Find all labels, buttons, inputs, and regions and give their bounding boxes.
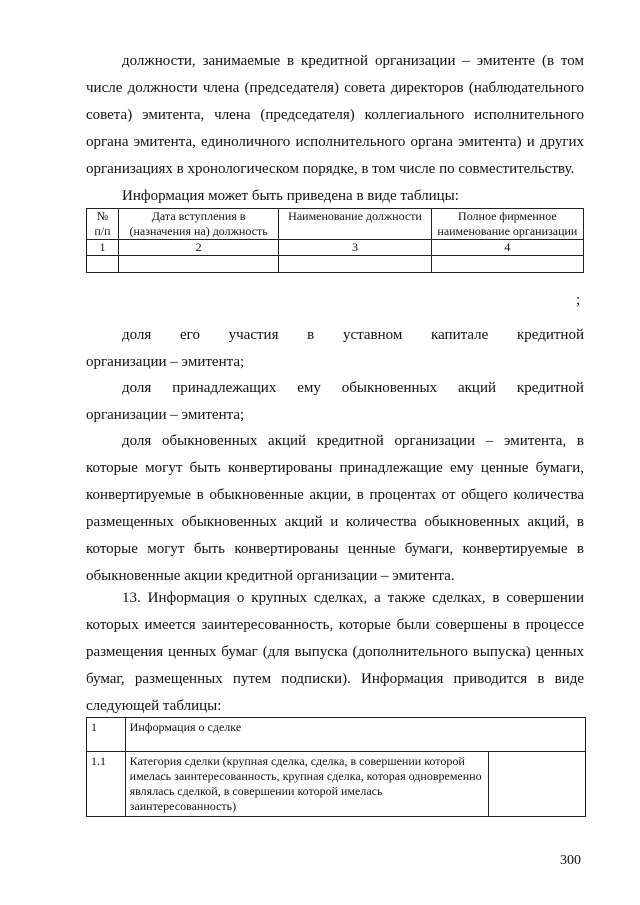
word: принадлежащих [172, 380, 277, 396]
positions-table [86, 208, 584, 273]
word: кредитной [516, 327, 584, 343]
header-organization: Полное фирменное наименование организации [431, 209, 583, 240]
empty-cell [118, 256, 278, 273]
empty-cell [431, 256, 583, 273]
column-number: 1 [87, 240, 119, 256]
text-line: совета) эмитента, члена (председателя) коллегиального исполнительного [86, 107, 584, 123]
text-line: обыкновенные акции кредитной организации – эмитента. [86, 568, 455, 584]
text-line: организациях в хронологическом порядке, в том числе по совместительству. [86, 161, 575, 177]
header-number: № п/п [87, 209, 119, 240]
column-number: 3 [279, 240, 431, 256]
text-line: которых имеется заинтересованность, которые были совершены в процессе [86, 617, 584, 633]
paragraph-section-13 [86, 585, 584, 720]
row-number: 1 [87, 718, 126, 752]
word: капитале [431, 327, 489, 343]
word: участия [228, 327, 279, 343]
word: его [180, 327, 200, 343]
word: доля [122, 380, 152, 396]
table-empty-row [87, 256, 584, 273]
word: доля [122, 327, 152, 343]
header-date: Дата вступления в (назначения на) должность [118, 209, 278, 240]
text-line: размещения ценных бумаг (для выпуска (дополнительного выпуска) ценных [86, 644, 584, 660]
row-value [488, 752, 585, 817]
page-number: 300 [560, 853, 581, 868]
text-line: конвертируемые в обыкновенные акции, в процентах от общего количества [86, 487, 584, 503]
text-line: организации – эмитента; [86, 354, 245, 370]
text-line: должности, занимаемые в кредитной организации – эмитенте (в том [122, 53, 584, 69]
row-text: Информация о сделке [125, 718, 585, 752]
text-line: бумаг, размещенных путем подписки). Информация приводится в виде [86, 671, 584, 687]
text-line: доля обыкновенных акций кредитной организации – эмитента, в [122, 433, 584, 449]
column-number: 2 [118, 240, 278, 256]
text-line: организации – эмитента; [86, 407, 245, 423]
word: акций [457, 380, 497, 396]
word: в [307, 327, 315, 343]
transactions-table [86, 717, 586, 817]
text-line: следующей таблицы: [86, 698, 222, 714]
text-line: которые могут быть конвертированы ценные бумаги, конвертируемые в [86, 541, 584, 557]
empty-cell [87, 256, 119, 273]
semicolon: ; [576, 292, 581, 308]
word: ему [297, 380, 321, 396]
text-line [86, 375, 584, 402]
table-row [87, 718, 586, 752]
table-row [87, 752, 586, 817]
paragraph-positions [86, 48, 584, 183]
header-position: Наименование должности [279, 209, 431, 240]
table-header-row [87, 209, 584, 240]
word: уставном [342, 327, 403, 343]
text-line: числе должности члена (председателя) совета директоров (наблюдательного [86, 80, 584, 96]
column-number: 4 [431, 240, 583, 256]
paragraph-convertible [86, 428, 584, 590]
empty-cell [279, 256, 431, 273]
table-number-row [87, 240, 584, 256]
word: обыкновенных [341, 380, 438, 396]
text-line: 13. Информация о крупных сделках, а также сделках, в совершении [122, 590, 584, 606]
row-text: Категория сделки (крупная сделка, сделка, в совершении которой имелась заинтересованность, крупная сделка, которая одновременно являлась сделкой, в совершении которой имелась заинтересованность) [125, 752, 488, 817]
paragraph-share-capital [86, 322, 584, 376]
text-line: органа эмитента, единоличного исполнительного органа эмитента) и других [86, 134, 584, 150]
row-number: 1.1 [87, 752, 126, 817]
paragraph-common-shares [86, 375, 584, 429]
text-line: которые могут быть конвертированы принадлежащие ему ценные бумаги, [86, 460, 584, 476]
word: кредитной [516, 380, 584, 396]
text-line: размещенных обыкновенных акций и количества обыкновенных акций, в [86, 514, 584, 530]
table-intro: Информация может быть приведена в виде таблицы: [122, 188, 459, 204]
text-line [86, 322, 584, 349]
